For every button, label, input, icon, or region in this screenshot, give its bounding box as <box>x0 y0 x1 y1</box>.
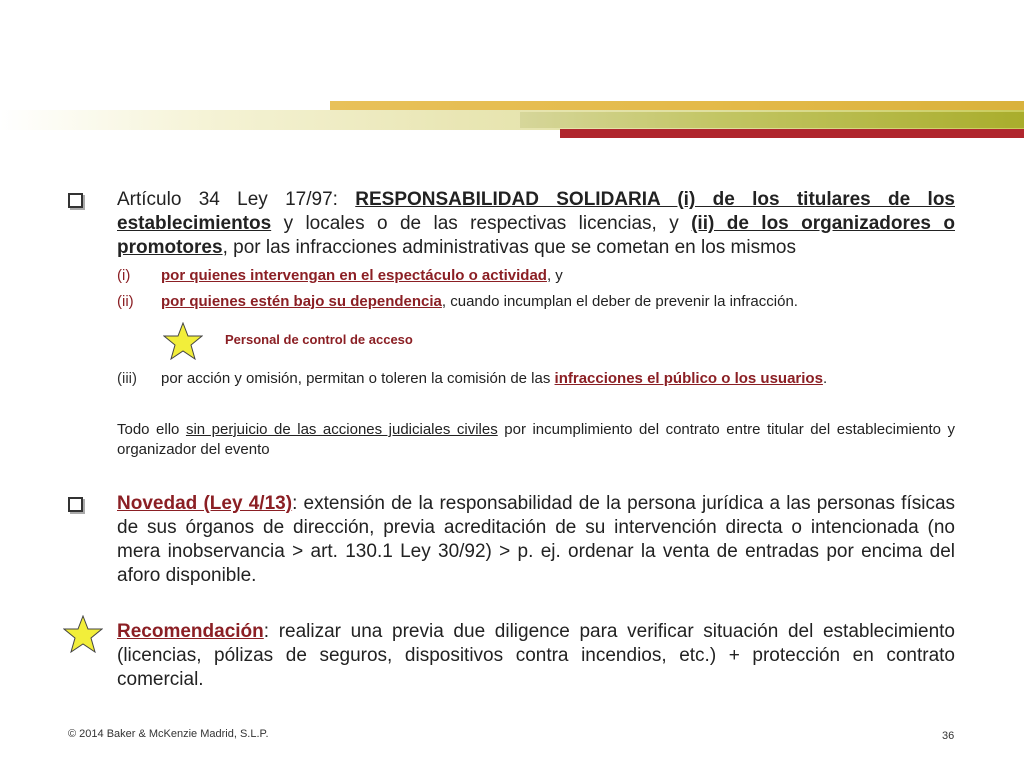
item-iii-pre: por acción y omisión, permitan o toleren la comisión de las <box>161 370 555 387</box>
p2-post: por incumplimiento del contrato entre titular del establecimiento y organizador del evento <box>117 421 955 458</box>
checkbox-bullet-icon <box>68 497 83 512</box>
header-band-olive <box>520 112 1024 128</box>
p1-bold-2: (ii) de los organizadores o promotores <box>117 213 955 258</box>
star-icon <box>63 615 103 653</box>
item-iii-post: . <box>822 370 828 387</box>
item-marker-ii: (ii) <box>117 293 134 310</box>
item-i-bold: por quienes intervengan en el espectáculo o actividad <box>161 267 547 284</box>
p3-post: : extensión de la responsabilidad de la persona jurídica a las personas físicas de sus órganos de dirección, previa acreditación de su intervención directa o intencionada (no mera inobservancia > art. 130.1 Ley 30/92) > p. ej. ordenar la venta de entradas por encima del aforo disponible. <box>117 493 956 586</box>
p1-pre: Artículo 34 Ley 17/97: <box>117 189 356 210</box>
item-marker-i: (i) <box>117 267 131 284</box>
item-iii <box>161 369 951 389</box>
star-icon <box>163 322 203 360</box>
p2-underline: sin perjuicio de las acciones judiciales civiles <box>185 421 498 438</box>
checkbox-bullet-icon <box>68 193 83 208</box>
item-i-rest: , y <box>546 267 563 284</box>
p1-mid: y locales o de las respectivas licencias, y <box>271 213 692 234</box>
paragraph-todo-ello <box>117 420 955 460</box>
item-i <box>161 266 951 286</box>
p1-bold-1: RESPONSABILIDAD SOLIDARIA (i) de los titulares de los establecimientos <box>117 189 955 234</box>
item-ii <box>161 292 951 312</box>
header-band-gold <box>330 101 1024 110</box>
p3-bold: Novedad (Ley 4/13) <box>117 493 293 514</box>
p1-post: , por las infracciones administrativas que se cometan en los mismos <box>222 237 796 258</box>
item-iii-bold: infracciones el público o los usuarios <box>554 370 823 387</box>
page-number: 36 <box>942 730 955 742</box>
item-marker-iii: (iii) <box>117 370 137 387</box>
header-band-red <box>560 129 1024 138</box>
p4-post: : realizar una previa due diligence para verificar situación del establecimiento (licencias, pólizas de seguros, dispositivos contra incendios, etc.) + protección en contrato comercial. <box>117 621 955 690</box>
star-note-text: Personal de control de acceso <box>225 332 413 347</box>
paragraph-recomendacion <box>117 620 955 692</box>
paragraph-articulo-34 <box>117 188 955 260</box>
p2-pre: Todo ello <box>117 421 186 438</box>
item-ii-rest: , cuando incumplan el deber de prevenir la infracción. <box>441 293 798 310</box>
p4-bold: Recomendación <box>117 621 264 642</box>
paragraph-novedad <box>117 492 955 588</box>
footer-copyright: © 2014 Baker & McKenzie Madrid, S.L.P. <box>68 728 269 740</box>
item-ii-bold: por quienes estén bajo su dependencia <box>161 293 442 310</box>
